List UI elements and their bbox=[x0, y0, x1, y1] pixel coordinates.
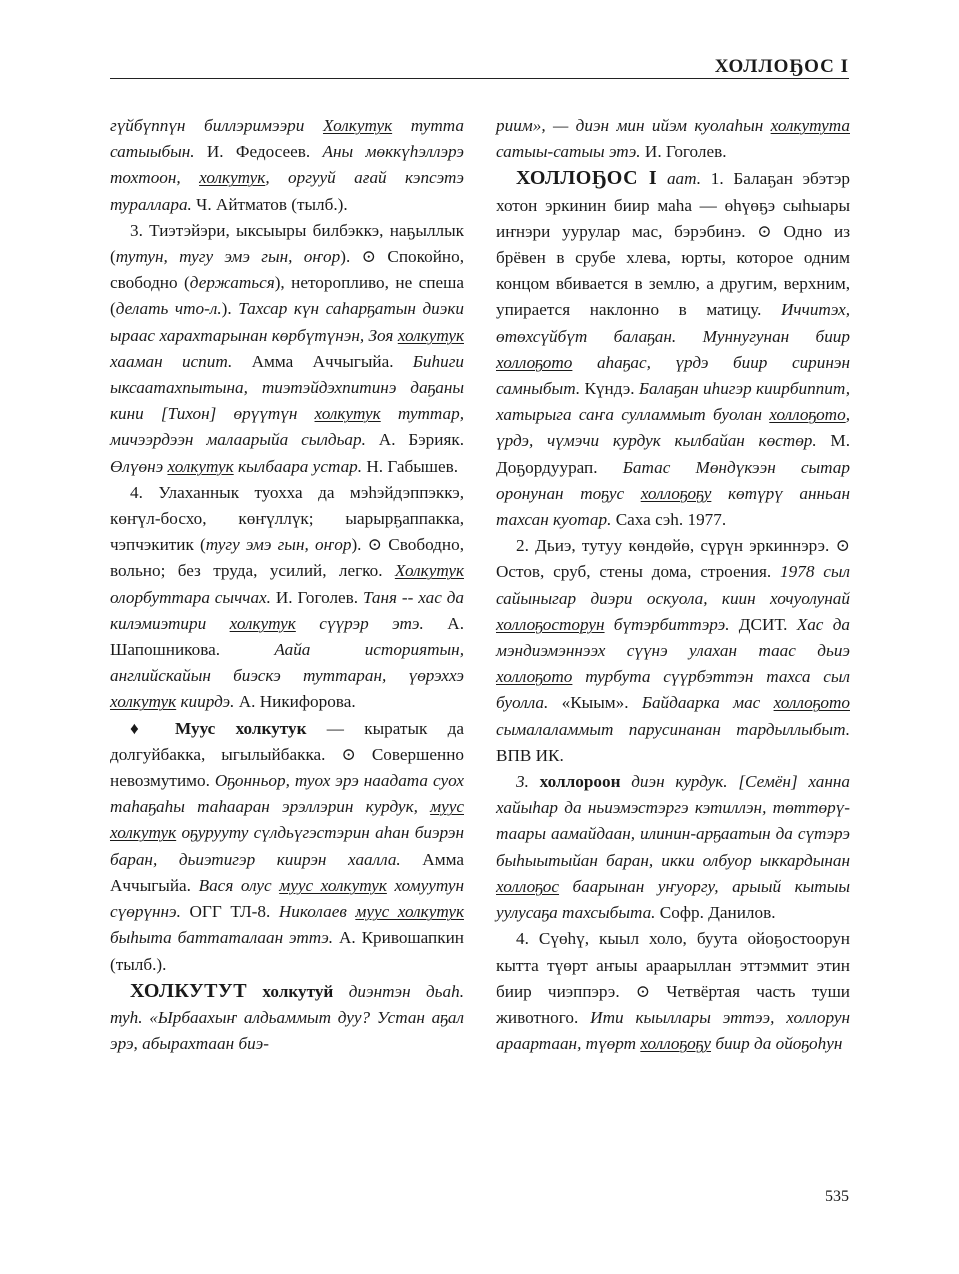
underlined-word: холлоҕото bbox=[773, 693, 850, 713]
definition: 3. Тиэтэйэри, ыксыыры билбэккэ, наҕыллык ( bbox=[110, 220, 464, 267]
underlined-word: Холкутук bbox=[322, 116, 393, 135]
headword: ХОЛЛОҔОС I bbox=[516, 167, 658, 190]
source: ОГГ ТЛ-8. bbox=[180, 902, 279, 922]
example: Байдаарка мас bbox=[641, 693, 774, 713]
left-paragraph-1 bbox=[110, 113, 464, 218]
definition: — кыратык да долгуйбакка, ыгылыйбакка. ⊙ Совершенно невозмутимо. bbox=[110, 718, 464, 791]
example: хомуутун сүөрүннэ. bbox=[110, 875, 464, 922]
underlined-word: холкутук bbox=[199, 168, 266, 188]
reference-word: холкутуй bbox=[247, 981, 334, 1001]
definition: 1. Балаҕан эбэтэр хотон эркинин биир маһа — өһүөҕэ сыһыары иҥнэри уурулар мас, бэрэбинэ. ⊙ Одно из брёвен в срубе хлева, юрты, которое одним концом вбивается в землю, а другим, верхним, упирается наклонно в матицу. bbox=[496, 169, 851, 320]
source: Н. Габышев. bbox=[362, 456, 459, 476]
example: Батас Мөндүкээн сытар оронунан тоҕус bbox=[496, 457, 850, 503]
header-rule bbox=[110, 78, 849, 79]
right-paragraph-5 bbox=[496, 926, 850, 1057]
source: А. Кривошапкин (тылб.). bbox=[110, 928, 464, 974]
right-paragraph-4 bbox=[496, 769, 850, 926]
example: кылбаара устар. bbox=[233, 456, 363, 476]
source: А. Никифорова. bbox=[234, 692, 356, 712]
example: сымалаламмыт парусинанан тардыллыбыт. bbox=[496, 719, 850, 739]
source: И. Федосеев. bbox=[194, 142, 323, 162]
underlined-word: холлоҕоҕу bbox=[640, 1034, 712, 1054]
example: туттар, мичээрдээн малаарыйа сылдьар. bbox=[110, 404, 464, 450]
underlined-word: холкутук bbox=[110, 692, 177, 712]
reference-word: холлороон bbox=[539, 772, 621, 792]
source: Софр. Данилов. bbox=[655, 903, 776, 923]
example: Биһиги ыксаатахпытына, тиэтэйдэхпитинэ даҕаны кини [Тихон] өрүүтүн bbox=[110, 351, 464, 424]
source: ДСИТ. bbox=[729, 614, 797, 634]
underlined-word: муус холкутук bbox=[279, 875, 387, 895]
underlined-word: холкутук bbox=[314, 404, 381, 424]
example: олорбуттара сыччах. bbox=[110, 587, 271, 607]
source: Амма Аччыгыйа. bbox=[110, 849, 464, 895]
underlined-word: муус холкутук bbox=[110, 797, 464, 843]
example: быһыта баттаталаан эттэ. bbox=[110, 928, 334, 948]
example: көтүрү анньан тахсан куотар. bbox=[496, 483, 850, 530]
example: Өлүөнэ bbox=[110, 456, 168, 476]
running-head: ХОЛЛОҔОС I bbox=[714, 56, 849, 77]
example: оҕурууту сүлдьүгэстэрин аһан биэрэн баран, дьиэтигэр киирэн хаалла. bbox=[110, 823, 464, 869]
source: ВПВ ИК. bbox=[496, 745, 564, 765]
example: Балаҕан иһигэр киирбиппит, хатырыга саҥа сулламмыт буолан bbox=[496, 379, 850, 425]
example: Николаев bbox=[278, 902, 356, 922]
left-paragraph-5 bbox=[110, 978, 464, 1058]
example: баарынан уҥуоргу, арыый кытыы уулусаҕа тахсыбыта. bbox=[496, 876, 850, 923]
example: [Семён] ханна хайыһар да ньиэмэстэргэ кэтиллэн, төттөрү-таары аамайдаан, илинин-арҕаатын да сүтэрэ быһыытыйан баран, икки олбуор ыккардынан bbox=[496, 772, 851, 870]
underlined-word: Холкутук bbox=[394, 561, 464, 581]
source: И. Гоголев. bbox=[640, 142, 727, 162]
source: Амма Аччыгыйа. bbox=[232, 351, 413, 371]
left-paragraph-4 bbox=[110, 716, 464, 978]
part-of-speech: аат. bbox=[657, 169, 702, 189]
text: гүйбүппүн биллэримээри bbox=[110, 116, 323, 135]
note: держаться bbox=[189, 273, 275, 293]
example: Аайа историятын, английскайын биэскэ туттаран, үөрэххэ bbox=[110, 640, 464, 686]
page-number: 535 bbox=[825, 1188, 849, 1205]
phrase: Муус холкутук bbox=[175, 718, 307, 738]
left-paragraph-2 bbox=[110, 218, 464, 480]
underlined-word: холкутук bbox=[167, 456, 234, 476]
note: тутун, тугу эмэ гын, оҥор bbox=[115, 247, 341, 267]
text: , оргууй ағай кэпсэтэ тураллара. bbox=[110, 168, 465, 214]
translation: ), неторопливо, не спеша ( bbox=[110, 273, 465, 319]
source: Күндэ. bbox=[580, 379, 639, 399]
example: бүтэрбиттэрэ. bbox=[604, 614, 730, 634]
definition: 2. Дьиэ, тутуу көндөйө, сүрүн эркиннэрэ. ⊙ Остов, сруб, стены дома, строения. bbox=[496, 536, 850, 582]
underlined-word: холкутук bbox=[229, 613, 296, 633]
example: сүүрэр этэ. bbox=[295, 613, 424, 633]
source: «Кыым». bbox=[548, 693, 642, 713]
note: делать что-л. bbox=[115, 299, 222, 319]
example: Таня -- хас да килэмиэтири bbox=[110, 587, 464, 633]
example: Ити кыыллары эттээ, холлорун араартаан, түөрт bbox=[496, 1007, 850, 1054]
example: биир да ойоҕоһун bbox=[711, 1034, 843, 1054]
definition: 4. Улаханнык туохха да мэһэйдэппэккэ, көҥүл-босхо, көҥүллүк; ыарырҕаппакка, чэпчэкитик ( bbox=[110, 482, 464, 555]
underlined-word: муус холкутук bbox=[355, 902, 464, 922]
diamond-icon: ♦ bbox=[130, 718, 176, 738]
right-paragraph-1 bbox=[496, 113, 850, 165]
example: Хас да мэндиэмэннээх сүүнэ улахан таас дьиэ bbox=[496, 614, 850, 661]
example: Вася олус bbox=[198, 875, 280, 895]
example: Оҕонньор, туох эрэ наадата суох таһаҕаһы таһааран эрэллэрин курдук, bbox=[110, 771, 464, 817]
text: ). bbox=[221, 299, 239, 319]
source: Ч. Айтматов (тылб.). bbox=[191, 194, 348, 214]
example: риим», — диэн мин ийэм куолаһын bbox=[496, 116, 771, 135]
text: Аны мөккүһэллэрэ тохтоон, bbox=[110, 142, 464, 188]
underlined-word: холлоҕоҕу bbox=[640, 483, 712, 503]
example: аһаҕас, үрдэ биир сиринэн самныбыт. bbox=[496, 352, 850, 399]
right-column bbox=[496, 113, 850, 1057]
translation: ). ⊙ Спокойно, свободно ( bbox=[110, 247, 464, 293]
text: тутта сатыыбын. bbox=[110, 116, 464, 162]
underlined-word: холлоҕосторун bbox=[496, 614, 605, 634]
example: киирдэ. bbox=[176, 692, 235, 712]
headword: ХОЛКУТУТ bbox=[130, 979, 248, 1002]
example: сатыы-сатыы этэ. bbox=[496, 142, 641, 162]
example: , үрдэ, чүмэчи курдук кылбайан көстөр. bbox=[496, 405, 850, 451]
text: 3. bbox=[516, 772, 540, 792]
note: диэн курдук. bbox=[620, 772, 728, 792]
left-column bbox=[110, 113, 464, 1057]
underlined-word: холлоҕото bbox=[496, 352, 573, 372]
translation: ). ⊙ Свободно, вольно; без труда, усилий, легко. bbox=[110, 535, 465, 581]
example: диэнтэн дьаһ. туһ. «Ырбаахыҥ алдьаммыт дуу? Устан аҕал эрэ, абырахтаан биэ- bbox=[110, 981, 464, 1054]
example: Иччитэх, өтөхсүйбүт балаҕан. Муннугунан биир bbox=[496, 300, 850, 346]
underlined-word: холлоҕото bbox=[769, 405, 846, 425]
example: хааман испит. bbox=[110, 351, 233, 371]
underlined-word: холлоҕото bbox=[496, 667, 573, 687]
note: тугу эмэ гын, оҥор bbox=[205, 535, 352, 555]
source: А. Шапошникова. bbox=[110, 613, 464, 660]
example: Тахсар күн саһарҕатын диэки ырaас харахтарынан көрбүтүнэн, Зоя bbox=[110, 299, 464, 345]
source: Саха сэһ. 1977. bbox=[611, 510, 727, 530]
source: И. Гоголев. bbox=[270, 587, 363, 607]
example: 1978 сыл сайыныгар диэри оскуола, киин хочуолунай bbox=[496, 562, 851, 608]
right-paragraph-2 bbox=[496, 165, 850, 533]
example: турбута сүүрбэттэн тахса сыл буолла. bbox=[496, 667, 850, 713]
underlined-word: холкутук bbox=[397, 325, 464, 345]
underlined-word: холкутута bbox=[770, 116, 850, 135]
right-paragraph-3 bbox=[496, 533, 850, 769]
left-paragraph-3 bbox=[110, 480, 464, 716]
underlined-word: холлоҕос bbox=[496, 876, 560, 896]
source: М. Доҕордуурап. bbox=[496, 431, 850, 477]
source: А. Бэрияк. bbox=[365, 430, 464, 450]
definition: 4. Сүөһү, кыыл холо, буута ойоҕостоорун кытта түөрт аҥыы араарыллан эттэммит этин биир чиэппэрэ. ⊙ Четвёртая часть туши животного. bbox=[496, 929, 850, 1027]
